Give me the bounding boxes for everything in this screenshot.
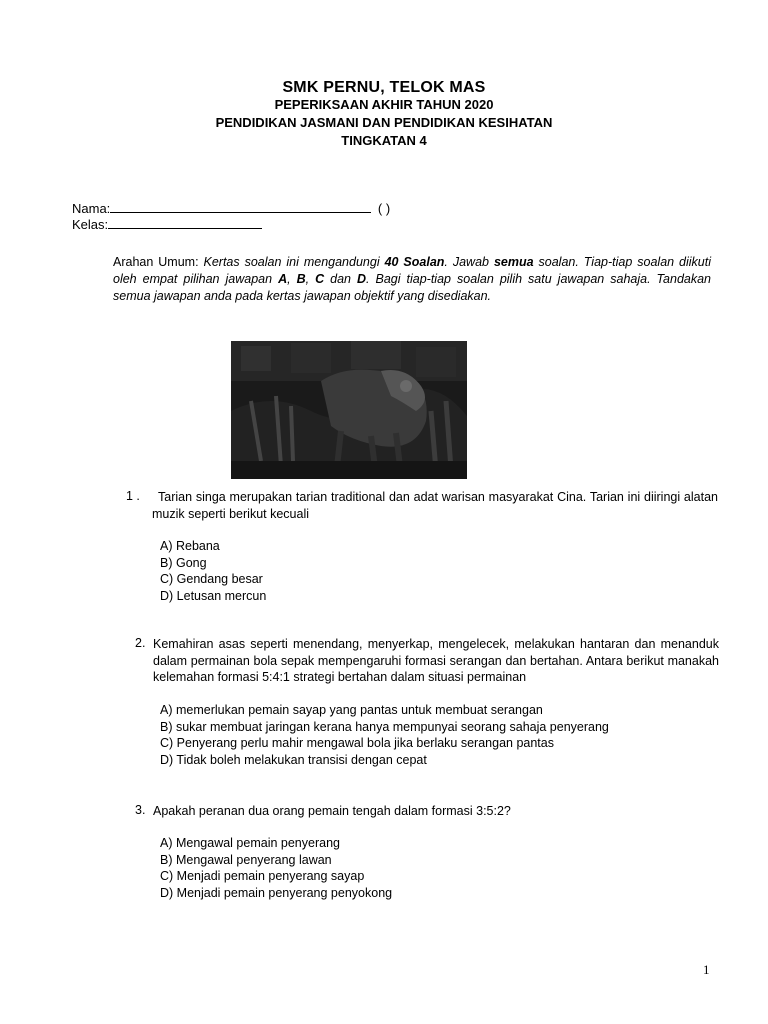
instructions-bold: C	[315, 272, 325, 286]
instructions-text: . Bagi tiap-tiap soalan pilih satu jawapan sahaja. Tandakan semua jawapan anda pada kertas jawapan objektif yang disediakan.	[113, 272, 712, 303]
general-instructions	[113, 254, 711, 305]
option-c[interactable]: C) Menjadi pemain penyerang sayap	[160, 869, 365, 883]
lion-dance-photo	[231, 341, 467, 479]
form-title: TINGKATAN 4	[341, 133, 427, 148]
instructions-text: . Jawab	[444, 255, 494, 269]
instructions-bold: semua	[493, 255, 534, 269]
option-a[interactable]: A) memerlukan pemain sayap yang pantas untuk membuat serangan	[160, 703, 543, 717]
instructions-text: ,	[287, 272, 297, 286]
option-b[interactable]: B) Mengawal penyerang lawan	[160, 852, 332, 867]
name-line[interactable]	[110, 200, 371, 213]
page-number: 1	[703, 962, 710, 977]
question-text: Tarian singa merupakan tarian traditional dan adat warisan masyarakat Cina. Tarian ini diiringi alatan muzik seperti berikut kecuali	[152, 490, 718, 521]
option-a[interactable]: A) Mengawal pemain penyerang	[160, 836, 340, 850]
option-b[interactable]: B) Gong	[160, 555, 207, 570]
instructions-bold: 40 Soalan	[384, 255, 445, 269]
question-number: 1 .	[126, 489, 140, 503]
instructions-lead: Arahan Umum:	[113, 255, 204, 269]
instructions-bold: D	[357, 272, 367, 286]
instructions-text: dan	[324, 272, 357, 286]
option-c[interactable]: C) Penyerang perlu mahir mengawal bola jika berlaku serangan pantas	[160, 736, 554, 750]
answer-options	[160, 538, 266, 604]
class-field-row	[72, 216, 262, 232]
exam-title: PEPERIKSAAN AKHIR TAHUN 2020	[274, 97, 494, 112]
answer-options	[160, 835, 392, 901]
answer-options	[160, 702, 609, 768]
question-text: Kemahiran asas seperti menendang, menyerkap, mengelecek, melakukan hantaran dan menanduk dalam permainan bola sepak mempengaruhi formasi serangan dan bertahan. Antara berikut manakah kelemahan formasi 5:4:1 strategi bertahan dalam situasi permainan	[153, 637, 719, 684]
name-number-bracket: ( )	[377, 201, 391, 216]
instructions-text: soalan. Tiap-tiap soalan diikuti oleh empat pilihan jawapan	[113, 255, 712, 286]
subject-title: PENDIDIKAN JASMANI DAN PENDIDIKAN KESIHATAN	[215, 115, 553, 130]
option-d[interactable]: D) Menjadi pemain penyerang penyokong	[160, 885, 393, 900]
option-c[interactable]: C) Gendang besar	[160, 572, 263, 586]
question-text: Apakah peranan dua orang pemain tengah dalam formasi 3:5:2?	[153, 804, 511, 818]
question-number: 2.	[135, 636, 146, 650]
name-label: Nama:	[72, 201, 111, 216]
option-a[interactable]: A) Rebana	[160, 539, 220, 553]
lion-dance-image	[231, 341, 467, 479]
class-line[interactable]	[108, 216, 262, 229]
name-field-row	[72, 200, 390, 216]
question-number: 3.	[135, 803, 146, 817]
class-label: Kelas:	[72, 217, 109, 232]
school-title: SMK PERNU, TELOK MAS	[282, 79, 486, 96]
option-d[interactable]: D) Tidak boleh melakukan transisi dengan cepat	[160, 752, 427, 767]
option-b[interactable]: B) sukar membuat jaringan kerana hanya mempunyai seorang sahaja penyerang	[160, 719, 609, 734]
option-d[interactable]: D) Letusan mercun	[160, 588, 267, 603]
instructions-text: Kertas soalan ini mengandungi	[203, 255, 385, 269]
instructions-text: ,	[305, 272, 316, 286]
instructions-bold: A	[278, 272, 288, 286]
instructions-bold: B	[296, 272, 306, 286]
